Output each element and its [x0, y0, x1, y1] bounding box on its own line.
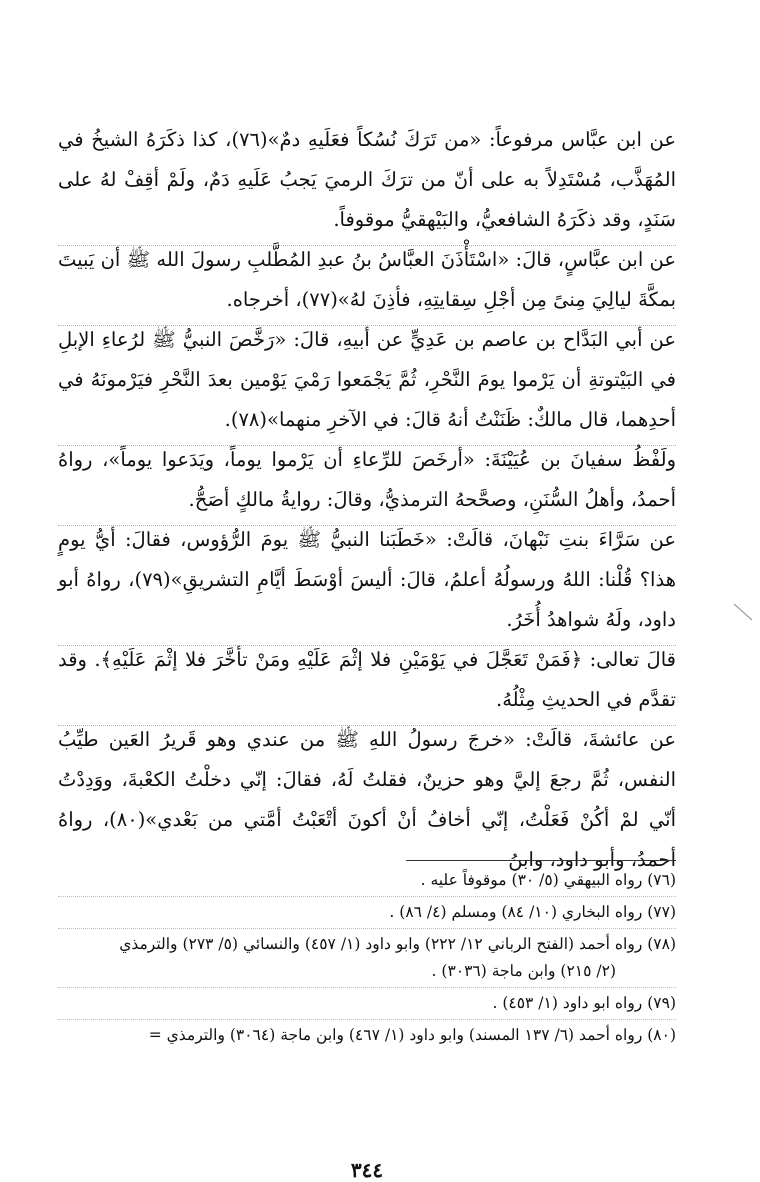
footnote-77: (٧٧) رواه البخاري (١٠/ ٨٤) ومسلم (٤/ ٨٦) . — [389, 903, 676, 921]
paragraph-quran-verse: قالَ تعالى: ﴿فَمَنْ تَعَجَّلَ في يَوْمَيْنِ فلا إثْمَ عَلَيْهِ ومَنْ تأخَّرَ فلا إثْمَ عَلَيْهِ﴾. وقد تقدَّم في الحديثِ مِثْلُهُ. — [58, 648, 676, 711]
book-page — [58, 108, 676, 1182]
margin-tick-icon — [732, 600, 756, 624]
footnotes — [58, 860, 676, 1049]
paragraph-abi-al-baddah: عن أبي البَدَّاح بن عاصم بن عَدِيٍّ عن أبيهِ، قالَ: «رَخَّصَ النبيُّ ﷺ لرُعاءِ الإبلِ في البَيْتوتةِ أن يَرْموا يومَ النَّحْرِ، ثُمَّ يَجْمَعوا رَمْيَ يَوْمين بعدَ النَّحْرِ فيَرْمونَهُ في أحدِهما، قال مالكٌ: ظَنَنْتُ أنهُ قالَ: في الآخرِ منهما»(٧٨). — [58, 328, 676, 431]
paragraph-ibn-abbas-siqaya: عن ابن عبَّاسٍ، قالَ: «اسْتَأْذَنَ العبَّاسُ بنُ عبدِ المُطَّلبِ رسولَ الله ﷺ أن يَبيتَ بمكَّةَ ليالِيَ مِنىً مِن أجْلِ سِقايتِهِ، فأذِنَ لهُ»(٧٧)، أخرجاه. — [58, 248, 676, 311]
footnote-78: (٧٨) رواه أحمد (الفتح الرباني ١٢/ ٢٢٢) وابو داود (١/ ٤٥٧) والنسائي (٥/ ٢٧٣) والترمذي — [119, 935, 676, 953]
footnote-78-continued: (٢/ ٢١٥) وابن ماجة (٣٠٣٦) . — [431, 962, 616, 980]
footnote-76: (٧٦) رواه البيهقي (٥/ ٣٠) موقوفاً عليه . — [420, 871, 676, 889]
paragraph-sarra: عن سَرَّاءَ بنتِ نَبْهانَ، قالَتْ: «خَطَبَنا النبيُّ ﷺ يومَ الرُّؤوس، فقالَ: أيُّ يومٍ هذا؟ قُلْنا: اللهُ ورسولُهُ أعلمُ، قالَ: أليسَ أوْسَطَ أيَّامِ التشريقِ»(٧٩)، رواهُ أبو داود، ولَهُ شواهدُ أُخَرُ. — [58, 528, 676, 631]
page-number: ٣٤٤ — [350, 1158, 384, 1182]
footnote-divider — [58, 896, 676, 897]
footnote-80: (٨٠) رواه أحمد (٦/ ١٣٧ المسند) وابو داود (١/ ٤٦٧) وابن ماجة (٣٠٦٤) والترمذي = — [148, 1026, 676, 1044]
paragraph-ibn-abbas-nusuk: عن ابن عبَّاس مرفوعاً: «من تَرَكَ نُسُكاً فعَلَيهِ دمٌ»(٧٦)، كذا ذكَرَهُ الشيخُ في المُهَذَّب، مُسْتَدِلاً به على أنّ من ترَكَ الرميَ يَجبُ عَلَيهِ دَمٌ، ولَمْ أقِفْ لهُ على سَنَدٍ، وقد ذكَرَهُ الشافعيُّ، والبَيْهقيُّ موقوفاً. — [58, 128, 676, 231]
footnote-divider — [58, 928, 676, 929]
paragraph-sufyan: ولَفْظُ سفيانَ بن عُيَيْنَةَ: «أرخَصَ للرِّعاءِ أن يَرْموا يوماً، ويَدَعوا يوماً»، رواهُ أحمدُ، وأهلُ السُّنَنِ، وصحَّحهُ الترمذيُّ، وقالَ: روايةُ مالكٍ أصَحُّ. — [58, 448, 676, 511]
paragraph-aisha: عن عائشةَ، قالَتْ: «خرجَ رسولُ اللهِ ﷺ من عندي وهو قَريرُ العَين طيِّبُ النفس، ثُمَّ رجعَ إليَّ وهو حزينٌ، فقلتُ لَهُ، فقالَ: إنّي دخلْتُ الكعْبةَ، ووَدِدْتُ أنّي لمْ أكُنْ فَعَلْتُ، إنّي أخافُ أنْ أكونَ أتْعَبْتُ أمَّتي من بَعْدي»(٨٠)، رواهُ أحمدُ، وأبو داود، وابنُ — [58, 728, 676, 871]
footnote-79: (٧٩) رواه ابو داود (١/ ٤٥٣) . — [492, 994, 676, 1012]
margin-tick-mark — [732, 600, 756, 624]
footnote-divider — [58, 987, 676, 988]
footnote-divider — [58, 1019, 676, 1020]
footnote-rule — [406, 860, 676, 861]
